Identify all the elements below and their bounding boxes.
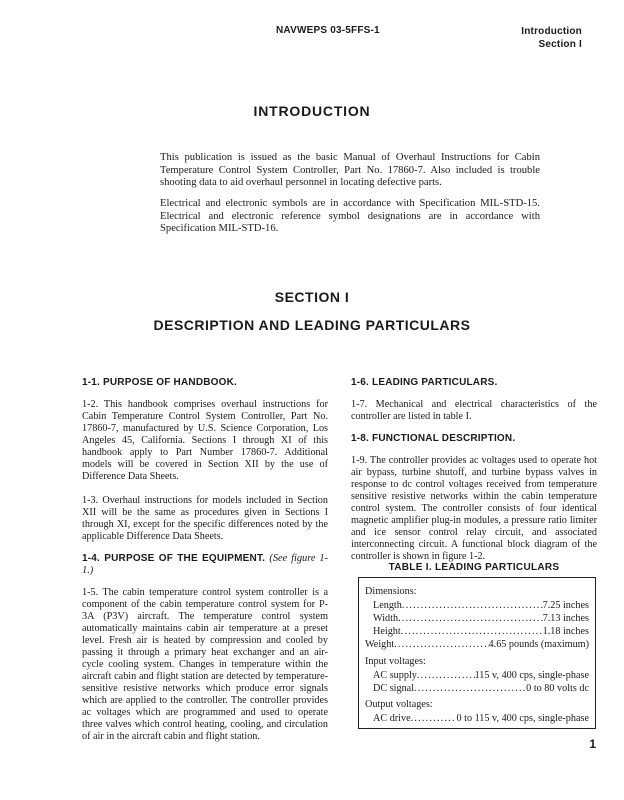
width-value: 7.13 inches — [542, 613, 589, 624]
dot-leader — [402, 600, 543, 612]
dot-leader — [411, 713, 457, 725]
weight-row — [365, 639, 589, 651]
weight-label: Weight — [365, 639, 395, 650]
heading-1-8: 1-8. FUNCTIONAL DESCRIPTION. — [351, 433, 516, 444]
paragraph-1-9: 1-9. The controller provides ac voltages used to operate hot air bypass, turbine shutoff, and turbine bypass valves in response to dc control voltages received from temperature sensitive resistive networks within the cabin temperature control system. The controller consists of four identical magnetic amplifier plug-in modules, a pressure ratio limiter and ice sensor control relay circuit, and associated interconnecting circuit. A functional block diagram of the controller is shown in figure 1-2. — [351, 455, 597, 562]
width-label: Width — [373, 613, 399, 624]
header-chapter: Introduction — [521, 26, 582, 37]
height-row — [373, 626, 589, 638]
heading-1-1: 1-1. PURPOSE OF HANDBOOK. — [82, 377, 238, 388]
ac-supply-row — [373, 670, 589, 682]
dimensions-label: Dimensions: — [365, 586, 417, 597]
height-label: Height — [373, 626, 401, 637]
dc-signal-value: 0 to 80 volts dc — [526, 683, 589, 694]
weight-value: 4.65 pounds (maximum) — [488, 639, 589, 650]
ac-drive-label: AC drive — [373, 713, 411, 724]
paragraph-1-5: 1-5. The cabin temperature control system controller is a component of the cabin temperature control system for P-3A (P3V) aircraft. The temperature control system automatically maintains cabin air temperature at a preset level. Fresh air is heated by compression and cooled by passing it through a primary heat exchanger and an air-cycle cooling system. Changes in temperature within the aircraft cabin and flight station are detected by temperature-sensitive resistive networks which produce error signals which are applied to the controller. The controller provides ac voltages which are programmed and used to operate three valves which control heating, cooling, and circulation of air in the aircraft cabin and flight station. — [82, 587, 328, 742]
ac-supply-value: 115 v, 400 cps, single-phase — [474, 670, 589, 681]
paragraph-1-7: 1-7. Mechanical and electrical characteristics of the controller are listed in table I. — [351, 399, 597, 422]
dot-leader — [394, 639, 488, 651]
left-column — [82, 377, 328, 743]
length-row — [373, 600, 589, 612]
dot-leader — [398, 613, 543, 625]
dot-leader — [417, 670, 475, 682]
paragraph-1-2: 1-2. This handbook comprises overhaul instructions for Cabin Temperature Control System Controller, Part No. 17860-7, manufactured by U.S. Science Corporation, Los Angeles 45, California. Sections I through XI of this handbook apply to Part Number 17860-7. Additional models will be covered in Section XII by the use of Difference Data Sheets. — [82, 399, 328, 482]
width-row — [373, 613, 589, 625]
section-number: SECTION I — [274, 289, 350, 305]
introduction-paragraph-2: Electrical and electronic symbols are in accordance with Specification MIL-STD-15. Electrical and electronic reference symbol designations are in accordance with Specification MIL-STD-16. — [160, 198, 540, 234]
running-header-right — [521, 25, 582, 51]
section-title: DESCRIPTION AND LEADING PARTICULARS — [153, 317, 471, 333]
dc-signal-label: DC signal — [373, 683, 415, 694]
input-voltages-label: Input voltages: — [365, 656, 426, 667]
figure-reference: (See figure 1-1.) — [82, 553, 328, 576]
heading-1-6: 1-6. LEADING PARTICULARS. — [351, 377, 498, 388]
table-title: TABLE I. LEADING PARTICULARS — [388, 562, 560, 573]
introduction-title: INTRODUCTION — [253, 103, 371, 119]
right-column — [351, 377, 597, 563]
document-number: NAVWEPS 03-5FFS-1 — [276, 25, 380, 36]
heading-1-4 — [82, 553, 328, 577]
page-number: 1 — [589, 737, 596, 751]
heading-1-4-text: 1-4. PURPOSE OF THE EQUIPMENT. — [82, 553, 266, 564]
ac-drive-row — [373, 713, 589, 725]
length-label: Length — [373, 600, 402, 611]
leading-particulars-table — [358, 577, 596, 729]
output-voltages-label: Output voltages: — [365, 699, 433, 710]
dot-leader — [401, 626, 543, 638]
introduction-paragraph-1: This publication is issued as the basic Manual of Overhaul Instructions for Cabin Temperature Control System Controller, Part No. 17860-7. Also included is trouble shooting data to aid overhaul personnel in locating defective parts. — [160, 152, 540, 188]
dc-signal-row — [373, 683, 589, 695]
height-value: 1.18 inches — [542, 626, 589, 637]
dot-leader — [414, 683, 526, 695]
length-value: 7.25 inches — [542, 600, 589, 611]
ac-supply-label: AC supply — [373, 670, 417, 681]
ac-drive-value: 0 to 115 v, 400 cps, single-phase — [456, 713, 589, 724]
paragraph-1-3: 1-3. Overhaul instructions for models included in Section XII will be the same as procedures given in Sections I through XI, except for the specific differences noted by the applicable Difference Data Sheets. — [82, 495, 328, 542]
header-section: Section I — [538, 39, 582, 50]
